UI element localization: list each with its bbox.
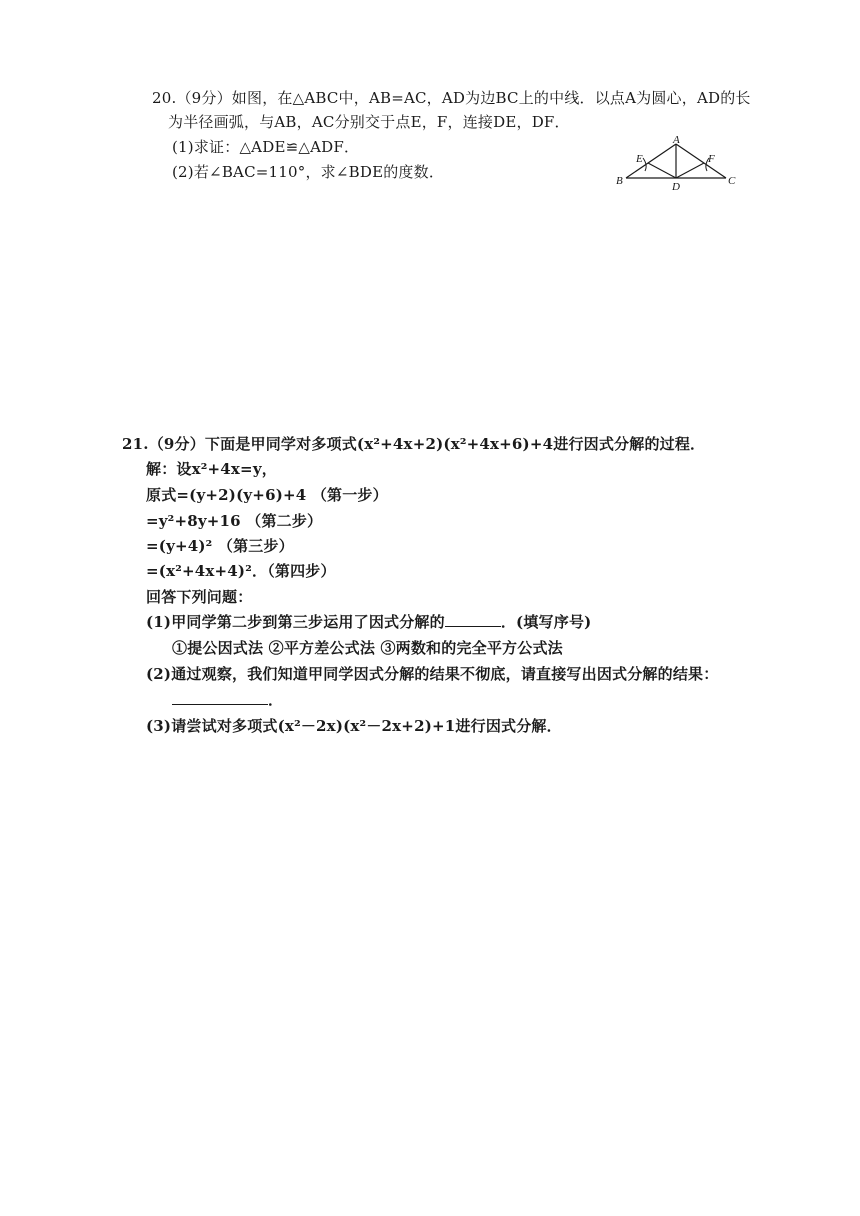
segment-ab [626,144,676,178]
label-c: C [728,175,736,187]
segment-de [648,163,676,178]
segment-df [676,163,704,178]
q21-part2: (2)通过观察，我们知道甲同学因式分解的结果不彻底，请直接写出因式分解的结果： [146,665,719,683]
q21-part1-answer-blank [445,612,501,627]
q21-part1 [146,612,591,632]
q21-part1-options: ①提公因式法 ②平方差公式法 ③两数和的完全平方公式法 [172,639,563,657]
segment-ac [676,144,726,178]
q21-prompt: 回答下列问题： [146,588,253,606]
q21-part1-suffix: ．(填写序号) [500,613,592,631]
q21-part1-text: (1)甲同学第二步到第三步运用了因式分解的 [146,613,445,631]
arc-e [643,158,646,171]
q20-part1: (1)求证：△ADE≌△ADF． [172,138,360,156]
q20-stem-line1: 20.（9分）如图，在△ABC中，AB=AC，AD为边BC上的中线．以点A为圆心，AD的长 [152,89,751,107]
q21-solution-line2: 原式=(y+2)(y+6)+4 （第一步） [146,486,388,504]
triangle-figure [612,134,742,194]
q21-part2-answer-blank [172,690,268,705]
label-e: E [636,153,643,165]
q21-part2-answer [172,690,283,710]
q21-stem: 21.（9分）下面是甲同学对多项式(x²+4x+2)(x²+4x+6)+4进行因式分解的过程． [122,435,706,453]
label-f: F [708,153,715,165]
q21-solution-line4: =(y+4)² （第三步） [146,537,294,555]
q21-part2-period: ． [268,691,284,709]
label-b: B [616,175,623,187]
label-d: D [672,181,680,193]
label-a: A [673,134,680,146]
q21-solution-line3: =y²+8y+16 （第二步） [146,512,323,530]
q21-solution-line5: =(x²+4x+4)²．（第四步） [146,562,336,580]
q20-stem-line2: 为半径画弧，与AB，AC分别交于点E，F，连接DE，DF． [168,113,570,131]
q21-part3: (3)请尝试对多项式(x²－2x)(x²－2x+2)+1进行因式分解． [146,717,562,735]
q20-part2: (2)若∠BAC=110°，求∠BDE的度数． [172,163,445,181]
q21-solution-line1: 解：设x²+4x=y， [146,460,277,478]
